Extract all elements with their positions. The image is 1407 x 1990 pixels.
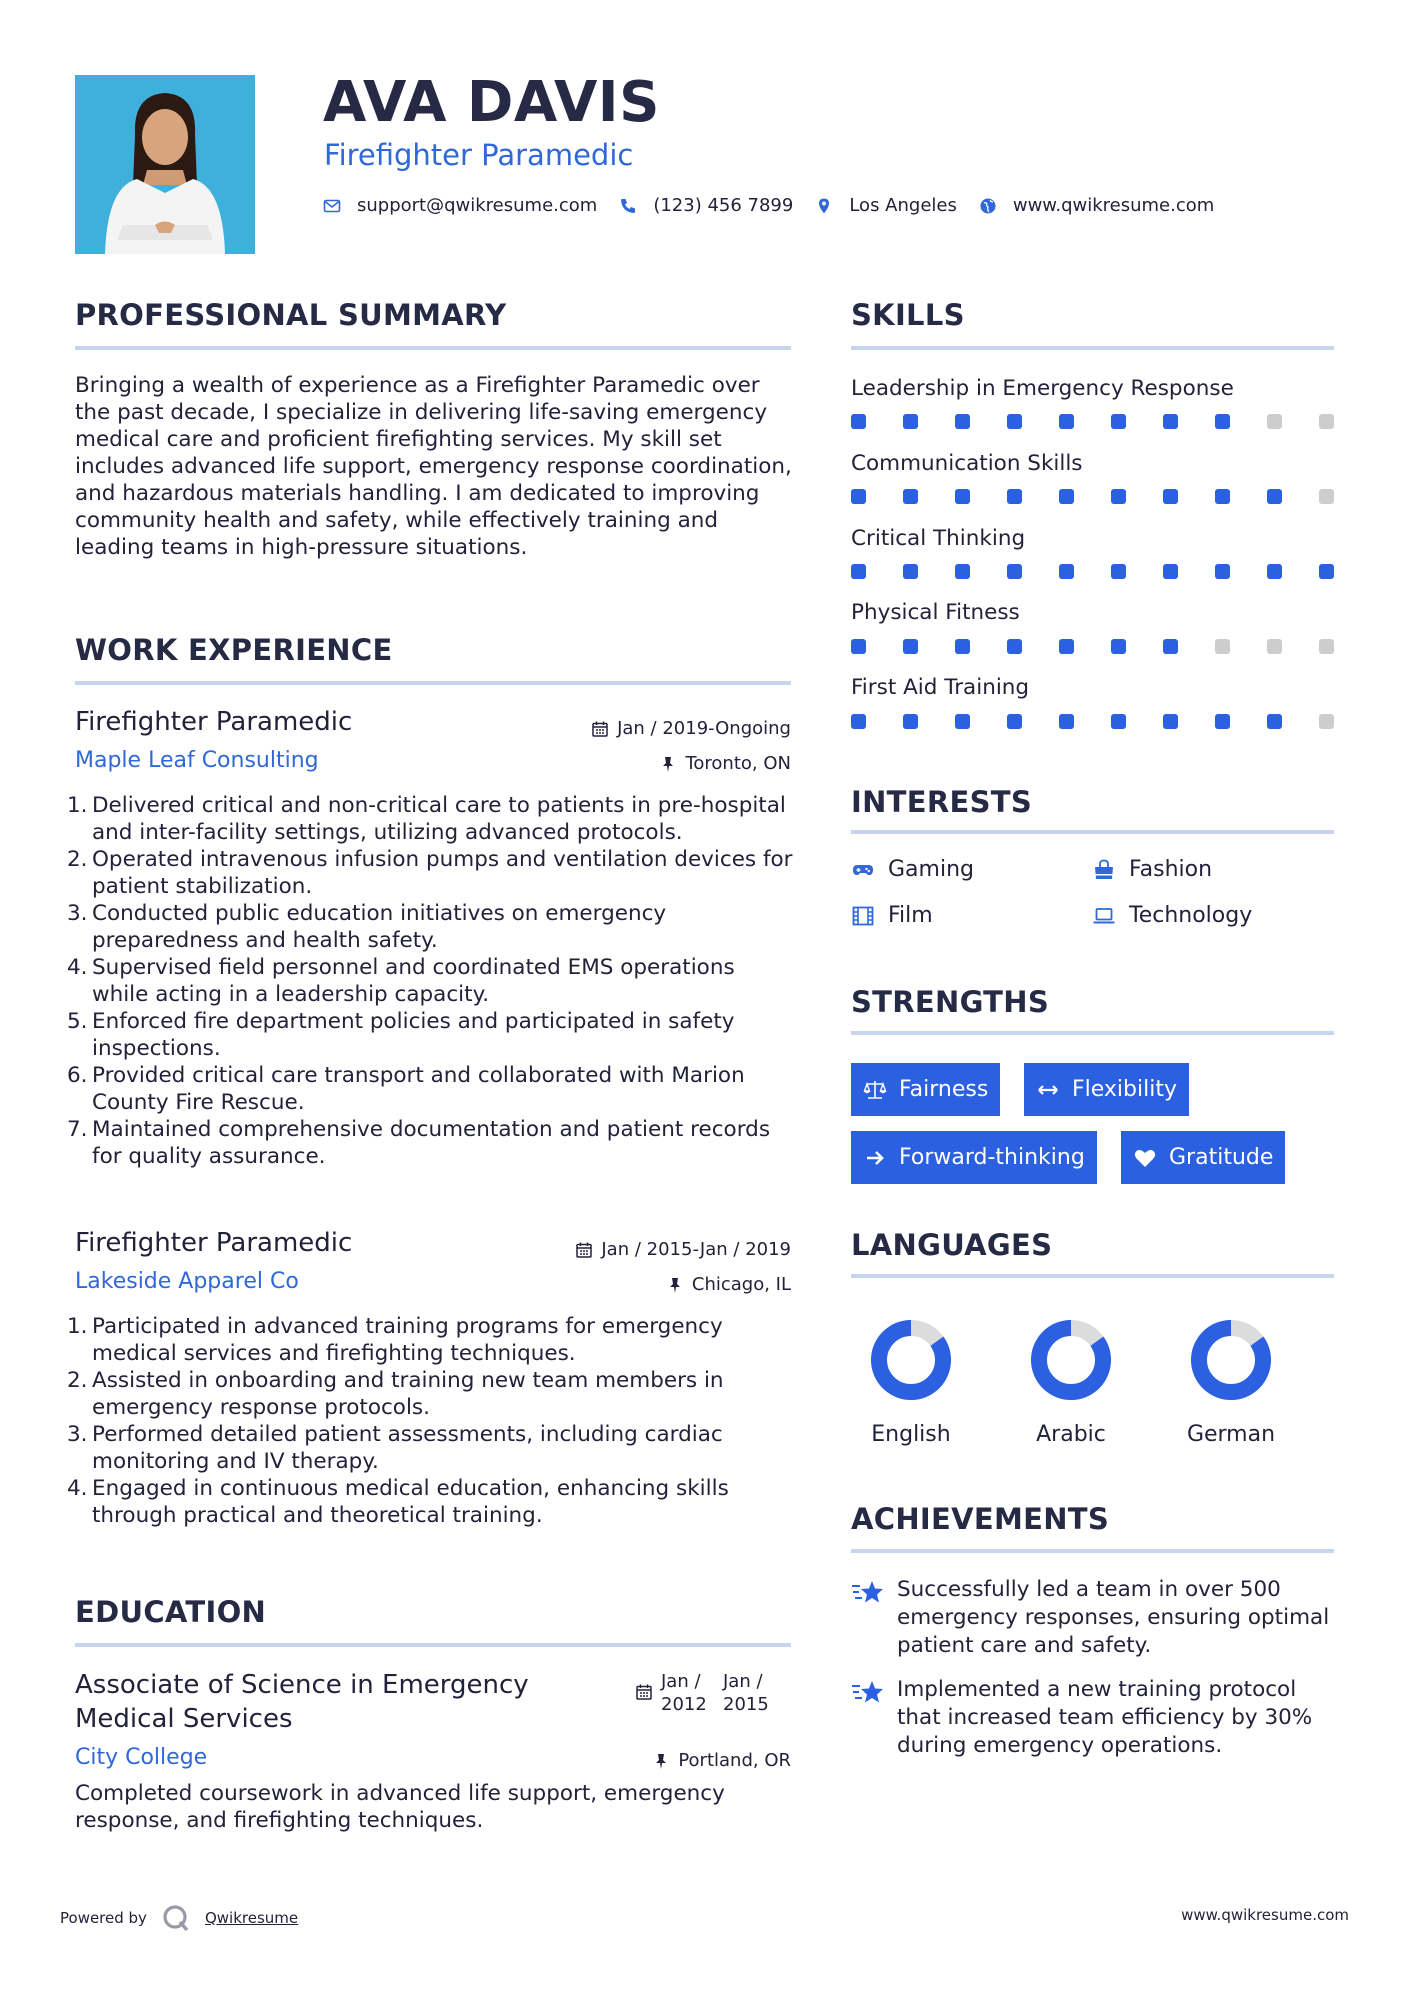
pushpin-icon [659, 755, 677, 773]
contact-phone-text: (123) 456 7899 [653, 195, 794, 216]
shooting-star-icon [851, 1678, 885, 1708]
education-school: City College [75, 1745, 208, 1770]
contact-location-text: Los Angeles [849, 195, 957, 216]
skill-dot-filled [903, 414, 918, 429]
skill-dot-filled [1111, 489, 1126, 504]
shooting-star-icon [851, 1578, 885, 1608]
skills-divider [851, 346, 1334, 350]
skill-rating [851, 639, 1334, 655]
skill-dot-filled [1007, 414, 1022, 429]
interests-heading: INTERESTS [851, 785, 1033, 819]
language-proficiency-ring [867, 1316, 955, 1404]
skill-dot-filled [1111, 564, 1126, 579]
interest-item: Gaming [851, 857, 974, 882]
skill-dot-filled [955, 414, 970, 429]
skill-rating [851, 489, 1334, 505]
qwikresume-logo-icon [161, 1903, 191, 1933]
contact-phone[interactable] [619, 195, 793, 216]
education-heading: EDUCATION [75, 1595, 267, 1629]
skill-dot-filled [903, 714, 918, 729]
skill-rating [851, 714, 1334, 730]
job-location: Toronto, ON [659, 753, 791, 774]
footer-url[interactable]: www.qwikresume.com [1181, 1906, 1349, 1924]
job-company: Maple Leaf Consulting [75, 748, 319, 773]
achievement-item: Successfully led a team in over 500 emergency responses, ensuring optimal patient care and safety. [851, 1576, 1331, 1660]
skill-name: First Aid Training [851, 675, 1030, 700]
globe-icon [979, 197, 997, 215]
job-duties-list [67, 792, 797, 1170]
skill-dot-empty [1267, 414, 1282, 429]
list-item: 3. Performed detailed patient assessments, including cardiac monitoring and IV therapy. [67, 1422, 723, 1474]
skill-dot-filled [903, 639, 918, 654]
job-duties-list [67, 1313, 797, 1529]
skill-dot-filled [1319, 564, 1334, 579]
gamepad-icon [851, 858, 875, 882]
job-location: Chicago, IL [666, 1274, 791, 1295]
experience-divider [75, 681, 791, 685]
calendar-icon [575, 1241, 593, 1259]
job-company: Lakeside Apparel Co [75, 1269, 299, 1294]
interest-item: Fashion [1092, 857, 1212, 882]
skill-dot-filled [955, 714, 970, 729]
skill-name: Leadership in Emergency Response [851, 376, 1234, 401]
language-name: English [871, 1422, 951, 1447]
skill-dot-filled [1007, 714, 1022, 729]
skill-dot-filled [1215, 414, 1230, 429]
interests-divider [851, 830, 1334, 834]
language-proficiency-ring [1187, 1316, 1275, 1404]
skill-dot-filled [1007, 489, 1022, 504]
skill-rating [851, 564, 1334, 580]
strength-tag: Forward-thinking [851, 1131, 1097, 1184]
skill-dot-filled [1163, 564, 1178, 579]
strength-tag: Fairness [851, 1063, 1000, 1116]
list-item: 4. Engaged in continuous medical education, enhancing skills through practical and theoretical training. [67, 1476, 729, 1528]
list-item: 7. Maintained comprehensive documentation and patient records for quality assurance. [67, 1117, 771, 1169]
languages-heading: LANGUAGES [851, 1228, 1053, 1262]
profile-photo [75, 75, 255, 254]
list-item: 5. Enforced fire department policies and participated in safety inspections. [67, 1009, 735, 1061]
summary-divider [75, 346, 791, 350]
languages-divider [851, 1274, 1334, 1278]
skill-dot-filled [1059, 714, 1074, 729]
skill-name: Physical Fitness [851, 600, 1020, 625]
skill-dot-filled [1267, 714, 1282, 729]
skill-dot-filled [1163, 714, 1178, 729]
skill-dot-filled [1059, 564, 1074, 579]
skill-dot-filled [1007, 639, 1022, 654]
job-title: Firefighter Paramedic [75, 707, 353, 737]
contact-website[interactable] [979, 195, 1214, 216]
experience-heading: WORK EXPERIENCE [75, 633, 393, 667]
skill-dot-filled [1059, 489, 1074, 504]
envelope-icon [323, 197, 341, 215]
language-name: Arabic [1036, 1422, 1106, 1447]
skill-dot-filled [1111, 414, 1126, 429]
skill-dot-filled [1111, 639, 1126, 654]
interest-item: Film [851, 903, 933, 928]
calendar-icon [635, 1683, 653, 1701]
laptop-icon [1092, 904, 1116, 928]
skill-dot-filled [1215, 489, 1230, 504]
achievement-item: Implemented a new training protocol that increased team efficiency by 30% during emergency operations. [851, 1676, 1331, 1760]
skill-dot-empty [1319, 714, 1334, 729]
contact-location [815, 195, 957, 216]
achievements-divider [851, 1549, 1334, 1553]
skill-dot-filled [955, 489, 970, 504]
contact-email-text: support@qwikresume.com [357, 195, 598, 216]
skill-dot-filled [851, 714, 866, 729]
skill-dot-filled [1163, 414, 1178, 429]
language-name: German [1186, 1422, 1276, 1447]
skill-dot-filled [1007, 564, 1022, 579]
skill-dot-empty [1319, 489, 1334, 504]
contact-bar [323, 195, 1236, 216]
skill-dot-filled [1215, 714, 1230, 729]
job-title: Firefighter Paramedic [75, 1228, 353, 1258]
language-proficiency-ring [1027, 1316, 1115, 1404]
interest-item: Technology [1092, 903, 1252, 928]
list-item: 2. Assisted in onboarding and training new team members in emergency response protocols. [67, 1368, 724, 1420]
skill-rating [851, 414, 1334, 430]
skill-dot-filled [1163, 639, 1178, 654]
powered-by: Powered by Qwikresume [60, 1903, 298, 1933]
contact-website-text: www.qwikresume.com [1012, 195, 1215, 216]
skills-heading: SKILLS [851, 298, 965, 332]
education-end-date: Jan / 2015 [723, 1671, 769, 1715]
skill-dot-filled [1267, 489, 1282, 504]
skill-dot-filled [1111, 714, 1126, 729]
strengths-divider [851, 1031, 1334, 1035]
skill-dot-empty [1267, 639, 1282, 654]
film-icon [851, 904, 875, 928]
pushpin-icon [652, 1752, 670, 1770]
skill-dot-filled [851, 489, 866, 504]
strength-tag: Flexibility [1024, 1063, 1189, 1116]
summary-text: Bringing a wealth of experience as a Firefighter Paramedic over the past decade, I specialize in delivering life-saving emergency medical care and proficient firefighting services. My skill set includes advanced life support, emergency response coordination, and hazardous materials handling. I am dedicated to improving community health and safety, while effectively training and leading teams in high-pressure situations. [75, 373, 792, 560]
list-item: 4. Supervised field personnel and coordinated EMS operations while acting in a leadership capacity. [67, 955, 735, 1007]
summary-heading: PROFESSIONAL SUMMARY [75, 298, 507, 332]
list-item: 1. Participated in advanced training programs for emergency medical services and firefighting techniques. [67, 1314, 723, 1366]
skill-dot-filled [1059, 414, 1074, 429]
contact-email[interactable] [323, 195, 597, 216]
skill-dot-filled [1215, 564, 1230, 579]
education-start-date: Jan / 2012 [661, 1671, 707, 1715]
skill-name: Critical Thinking [851, 526, 1026, 551]
skill-dot-filled [955, 564, 970, 579]
skill-dot-filled [903, 489, 918, 504]
education-divider [75, 1643, 791, 1647]
skill-dot-filled [851, 639, 866, 654]
skill-name: Communication Skills [851, 451, 1083, 476]
skill-dot-filled [1163, 489, 1178, 504]
list-item: 1. Delivered critical and non-critical care to patients in pre-hospital and inter-facility settings, utilizing advanced protocols. [67, 793, 786, 845]
skill-dot-filled [955, 639, 970, 654]
education-description: Completed coursework in advanced life support, emergency response, and firefighting techniques. [75, 1781, 725, 1833]
heart-icon [1133, 1146, 1157, 1170]
skill-dot-empty [1215, 639, 1230, 654]
job-dates: Jan / 2015-Jan / 2019 [575, 1239, 791, 1260]
achievements-heading: ACHIEVEMENTS [851, 1502, 1110, 1536]
pushpin-icon [666, 1276, 684, 1294]
skill-dot-filled [1059, 639, 1074, 654]
shopping-bag-icon [1092, 858, 1116, 882]
education-dates [635, 1670, 785, 1716]
brand-link[interactable]: Qwikresume [204, 1909, 299, 1927]
education-degree: Associate of Science in Emergency Medical Services [75, 1670, 529, 1734]
skill-dot-empty [1319, 414, 1334, 429]
education-location: Portland, OR [652, 1750, 791, 1771]
candidate-name: AVA DAVIS [323, 70, 660, 135]
skill-dot-empty [1319, 639, 1334, 654]
strengths-heading: STRENGTHS [851, 985, 1050, 1019]
strength-tag: Gratitude [1121, 1131, 1285, 1184]
list-item: 2. Operated intravenous infusion pumps and ventilation devices for patient stabilization. [67, 847, 793, 899]
skill-dot-filled [851, 414, 866, 429]
job-dates: Jan / 2019-Ongoing [591, 718, 791, 739]
arrow-right-icon [863, 1146, 887, 1170]
skill-dot-filled [1267, 564, 1282, 579]
skill-dot-filled [903, 564, 918, 579]
list-item: 6. Provided critical care transport and collaborated with Marion County Fire Rescue. [67, 1063, 745, 1115]
list-item: 3. Conducted public education initiatives on emergency preparedness and health safety. [67, 901, 667, 953]
candidate-role: Firefighter Paramedic [324, 138, 634, 172]
calendar-icon [591, 720, 609, 738]
skill-dot-filled [851, 564, 866, 579]
arrows-horizontal-icon [1036, 1078, 1060, 1102]
balance-scale-icon [863, 1078, 887, 1102]
phone-icon [619, 197, 637, 215]
map-pin-icon [815, 197, 833, 215]
